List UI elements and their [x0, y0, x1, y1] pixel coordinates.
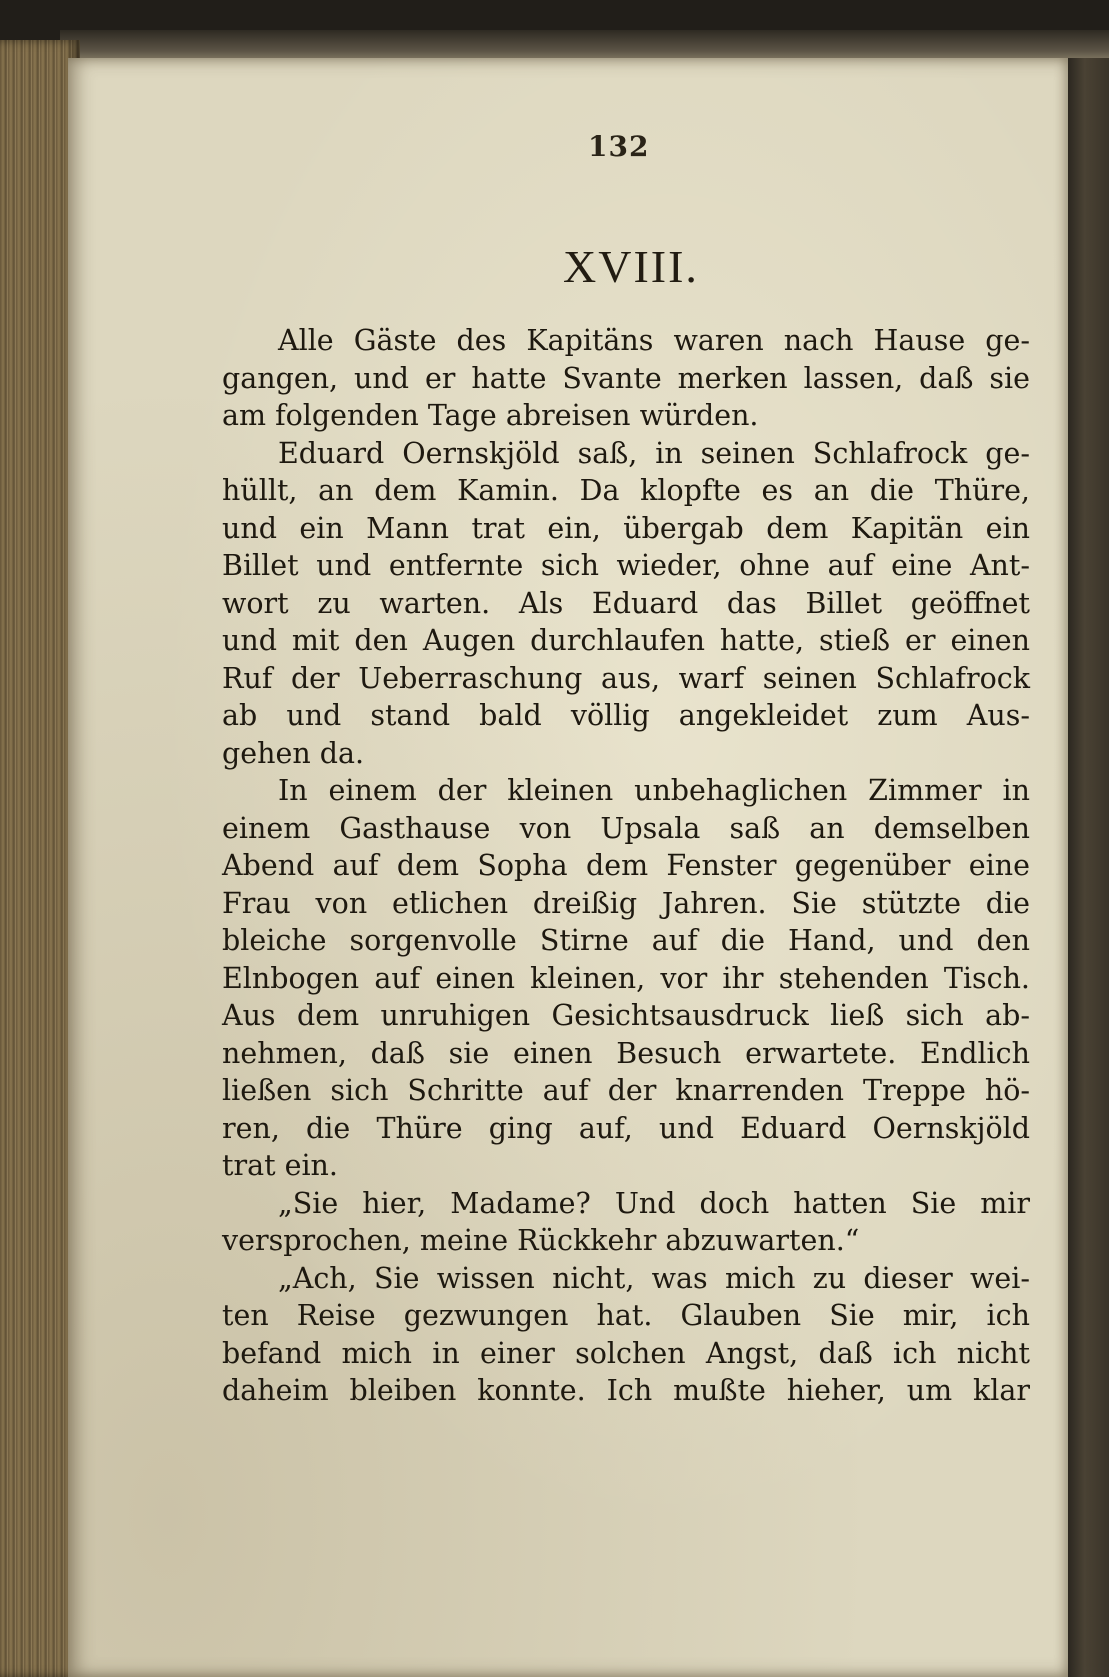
text-line: In einem der kleinen unbehaglichen Zimmer in	[278, 774, 1030, 807]
text-line: hüllt, an dem Kamin. Da klopfte es an die Thüre,	[222, 474, 1030, 507]
text-line: daheim bleiben konnte. Ich mußte hieher, um klar	[222, 1374, 1030, 1407]
text-line: ten Reise gezwungen hat. Glauben Sie mir, ich	[222, 1299, 1030, 1332]
text-line: ren, die Thüre ging auf, und Eduard Oernskjöld	[222, 1111, 1030, 1145]
chapter-title: XVIII.	[563, 241, 699, 292]
text-line: bleiche sorgenvolle Stirne auf die Hand, und den	[222, 924, 1030, 957]
text-line: Ruf der Ueberraschung aus, warf seinen Schlafrock	[222, 661, 1030, 695]
text-line: Frau von etlichen dreißig Jahren. Sie stützte die	[222, 886, 1030, 920]
body-text	[222, 322, 1030, 1410]
text-line: einem Gasthause von Upsala saß an demselben	[222, 811, 1030, 845]
text-line: Billet und entfernte sich wieder, ohne auf eine Ant-	[222, 549, 1030, 582]
text-line: Eduard Oernskjöld saß, in seinen Schlafrock ge-	[278, 436, 1030, 470]
text-line: Alle Gäste des Kapitäns waren nach Hause ge-	[278, 324, 1030, 357]
text-line: wort zu warten. Als Eduard das Billet geöffnet	[222, 586, 1030, 620]
text-line: Elnbogen auf einen kleinen, vor ihr stehenden Tisch.	[222, 961, 1030, 995]
text-line: ab und stand bald völlig angekleidet zum Aus-	[222, 699, 1030, 732]
text-line: Abend auf dem Sopha dem Fenster gegenüber eine	[222, 849, 1030, 882]
page-number: 132	[588, 130, 650, 163]
text-line: und mit den Augen durchlaufen hatte, stieß er einen	[222, 624, 1030, 657]
text-line: gangen, und er hatte Svante merken lassen, daß sie	[222, 361, 1030, 395]
text-line: „Ach, Sie wissen nicht, was mich zu dieser wei-	[278, 1261, 1030, 1295]
text-line: Aus dem unruhigen Gesichtsausdruck ließ sich ab-	[222, 999, 1030, 1032]
text-line: befand mich in einer solchen Angst, daß ich nicht	[222, 1336, 1030, 1370]
text-line: und ein Mann trat ein, übergab dem Kapitän ein	[222, 511, 1030, 545]
text-line: versprochen, meine Rückkehr abzuwarten.“	[222, 1224, 860, 1257]
book-right-edge	[1068, 58, 1109, 1677]
book-cover-top	[60, 30, 1109, 60]
text-line: ließen sich Schritte auf der knarrenden Treppe hö-	[222, 1074, 1030, 1107]
text-line: trat ein.	[222, 1149, 338, 1182]
text-line: „Sie hier, Madame? Und doch hatten Sie mir	[278, 1186, 1030, 1220]
text-line: am folgenden Tage abreisen würden.	[222, 399, 759, 432]
text-line: nehmen, daß sie einen Besuch erwartete. Endlich	[222, 1036, 1030, 1070]
text-line: gehen da.	[222, 736, 365, 770]
